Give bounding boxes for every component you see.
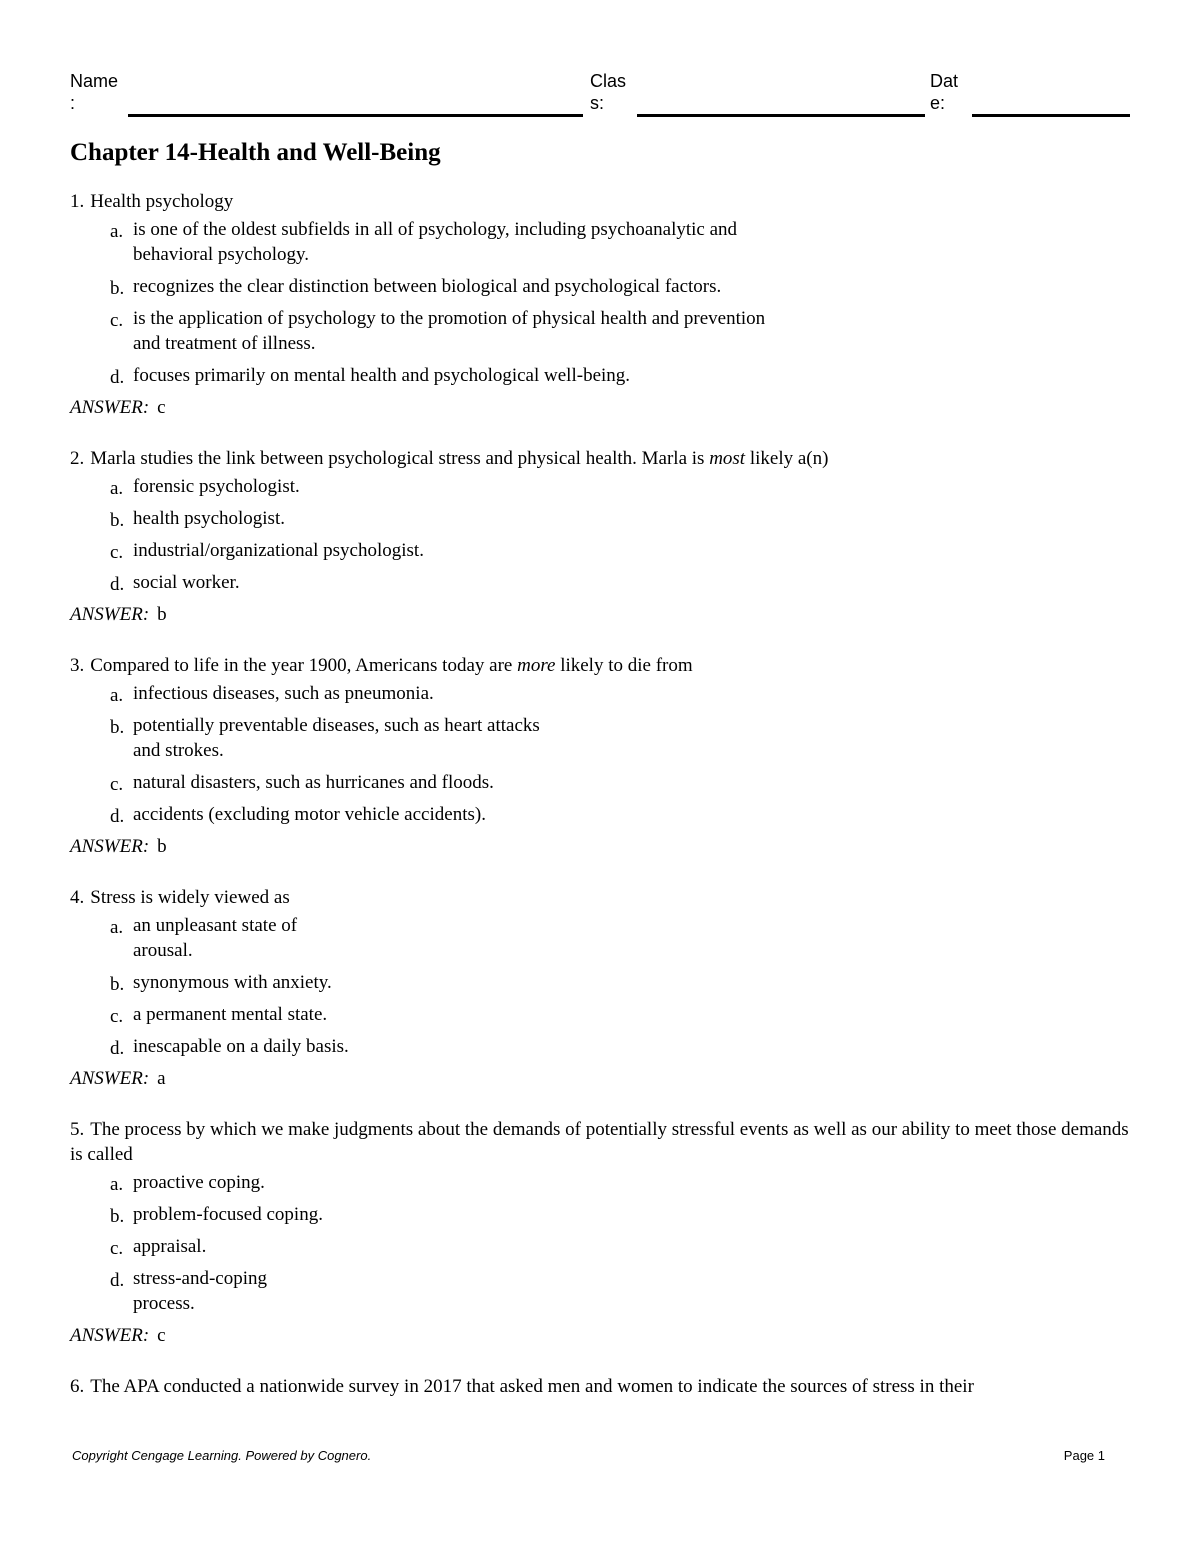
choice-letter: a.	[110, 221, 124, 242]
choice-letter: a.	[110, 685, 124, 706]
copyright-footer: Copyright Cengage Learning. Powered by Cognero.	[72, 1448, 372, 1463]
stem-text: Health psychology	[90, 191, 234, 212]
choice-letter: d.	[110, 574, 125, 595]
choice-list	[70, 474, 1130, 595]
answer-value: b	[157, 836, 167, 857]
class-label-line1: Clas	[590, 71, 627, 91]
choice-d	[70, 363, 790, 388]
stem-text: Compared to life in the year 1900, Americans today are	[90, 655, 518, 676]
answer-line	[70, 395, 1130, 420]
choice-list	[70, 913, 1130, 1059]
choice-text: forensic psychologist.	[133, 476, 300, 497]
choice-a	[70, 913, 323, 963]
question-stem	[70, 189, 1130, 214]
choice-text: an unpleasant state of arousal.	[133, 915, 298, 961]
stem-text-end: likely to die from	[555, 655, 693, 676]
choice-text: inescapable on a daily basis.	[133, 1036, 349, 1057]
answer-label: ANSWER:	[70, 397, 150, 418]
stem-emphasis: most	[709, 448, 746, 469]
choice-letter: b.	[110, 510, 125, 531]
date-label-line2: e:	[930, 93, 946, 113]
answer-label: ANSWER:	[70, 604, 150, 625]
stem-text-end: likely a(n)	[745, 448, 829, 469]
question-stem	[70, 446, 1130, 471]
choice-letter: c.	[110, 542, 124, 563]
question-number: 5.	[70, 1119, 85, 1140]
answer-value: a	[157, 1068, 166, 1089]
choice-b	[70, 970, 1130, 995]
choice-letter: a.	[110, 1174, 124, 1195]
choice-text: infectious diseases, such as pneumonia.	[133, 683, 434, 704]
choice-letter: c.	[110, 1238, 124, 1259]
choice-letter: c.	[110, 1006, 124, 1027]
choice-letter: d.	[110, 367, 125, 388]
class-field-label	[590, 70, 626, 114]
question-number: 4.	[70, 887, 85, 908]
choice-b	[70, 274, 790, 299]
answer-value: c	[157, 1325, 166, 1346]
page-number: Page 1	[1063, 1448, 1105, 1463]
choice-letter: d.	[110, 1038, 125, 1059]
answer-line	[70, 1066, 1130, 1091]
choice-letter: c.	[110, 774, 124, 795]
choice-text: health psychologist.	[133, 508, 285, 529]
name-field-label	[70, 70, 118, 114]
date-field-line[interactable]	[972, 114, 1130, 117]
answer-label: ANSWER:	[70, 836, 150, 857]
question-4	[70, 885, 1130, 1091]
choice-b	[70, 1202, 1130, 1227]
question-number: 2.	[70, 448, 85, 469]
question-2	[70, 446, 1130, 627]
choice-a	[70, 1170, 1130, 1195]
choice-text: a permanent mental state.	[133, 1004, 328, 1025]
choice-letter: b.	[110, 717, 125, 738]
answer-value: b	[157, 604, 167, 625]
answer-line	[70, 834, 1130, 859]
choice-a	[70, 681, 570, 706]
name-field-line[interactable]	[128, 114, 583, 117]
question-3	[70, 653, 1130, 859]
stem-text: Stress is widely viewed as	[90, 887, 290, 908]
choice-d	[70, 570, 1130, 595]
stem-text: The process by which we make judgments about the demands of potentially stressful events as well as our ability to meet those demands is called	[70, 1119, 1129, 1165]
question-number: 1.	[70, 191, 85, 212]
choice-letter: b.	[110, 974, 125, 995]
stem-emphasis: more	[517, 655, 556, 676]
stem-text: The APA conducted a nationwide survey in 2017 that asked men and women to indicate the sources of stress in their	[90, 1376, 974, 1397]
choice-a	[70, 474, 1130, 499]
question-1	[70, 189, 1130, 420]
date-field-label	[930, 70, 958, 114]
answer-line	[70, 1323, 1130, 1348]
choice-b	[70, 713, 570, 763]
class-field-line[interactable]	[637, 114, 925, 117]
choice-text: potentially preventable diseases, such as heart attacks and strokes.	[133, 715, 540, 761]
choice-c	[70, 306, 790, 356]
choice-letter: d.	[110, 1270, 125, 1291]
choice-text: social worker.	[133, 572, 240, 593]
answer-value: c	[157, 397, 166, 418]
choice-c	[70, 1234, 1130, 1259]
answer-label: ANSWER:	[70, 1068, 150, 1089]
choice-letter: b.	[110, 278, 125, 299]
choice-d	[70, 1034, 1130, 1059]
choice-letter: d.	[110, 806, 125, 827]
stem-text: Marla studies the link between psychological stress and physical health. Marla is	[90, 448, 710, 469]
choice-letter: a.	[110, 917, 124, 938]
answer-line	[70, 602, 1130, 627]
answer-label: ANSWER:	[70, 1325, 150, 1346]
choice-text: stress-and-coping process.	[133, 1268, 268, 1314]
choice-letter: c.	[110, 310, 124, 331]
choice-list	[70, 681, 570, 827]
choice-text: proactive coping.	[133, 1172, 265, 1193]
choice-list	[70, 1170, 1130, 1316]
choice-c	[70, 770, 570, 795]
choice-b	[70, 506, 1130, 531]
question-stem	[70, 1374, 1130, 1399]
choice-letter: a.	[110, 478, 124, 499]
choice-a	[70, 217, 790, 267]
choice-text: synonymous with anxiety.	[133, 972, 332, 993]
question-number: 6.	[70, 1376, 85, 1397]
choice-text: is one of the oldest subfields in all of psychology, including psychoanalytic and behavioral psychology.	[133, 219, 738, 265]
choice-d	[70, 802, 570, 827]
question-5	[70, 1117, 1130, 1348]
choice-text: accidents (excluding motor vehicle accidents).	[133, 804, 486, 825]
question-number: 3.	[70, 655, 85, 676]
choice-c	[70, 1002, 1130, 1027]
date-label-line1: Dat	[930, 71, 959, 91]
choice-list	[70, 217, 790, 388]
choice-letter: b.	[110, 1206, 125, 1227]
question-stem	[70, 653, 1130, 678]
choice-d	[70, 1266, 1130, 1316]
name-label-line2: :	[70, 93, 76, 113]
choice-c	[70, 538, 1130, 563]
chapter-title: Chapter 14-Health and Well-Being	[70, 139, 441, 166]
choice-text: recognizes the clear distinction between biological and psychological factors.	[133, 276, 722, 297]
question-list	[70, 189, 1130, 1425]
class-label-line2: s:	[590, 93, 605, 113]
name-label-line1: Name	[70, 71, 119, 91]
choice-text: industrial/organizational psychologist.	[133, 540, 424, 561]
question-stem	[70, 885, 1130, 910]
choice-text: is the application of psychology to the promotion of physical health and prevention and treatment of illness.	[133, 308, 766, 354]
choice-text: natural disasters, such as hurricanes and floods.	[133, 772, 494, 793]
question-6	[70, 1374, 1130, 1399]
choice-text: focuses primarily on mental health and psychological well-being.	[133, 365, 631, 386]
choice-text: problem-focused coping.	[133, 1204, 323, 1225]
question-stem	[70, 1117, 1130, 1167]
choice-text: appraisal.	[133, 1236, 207, 1257]
